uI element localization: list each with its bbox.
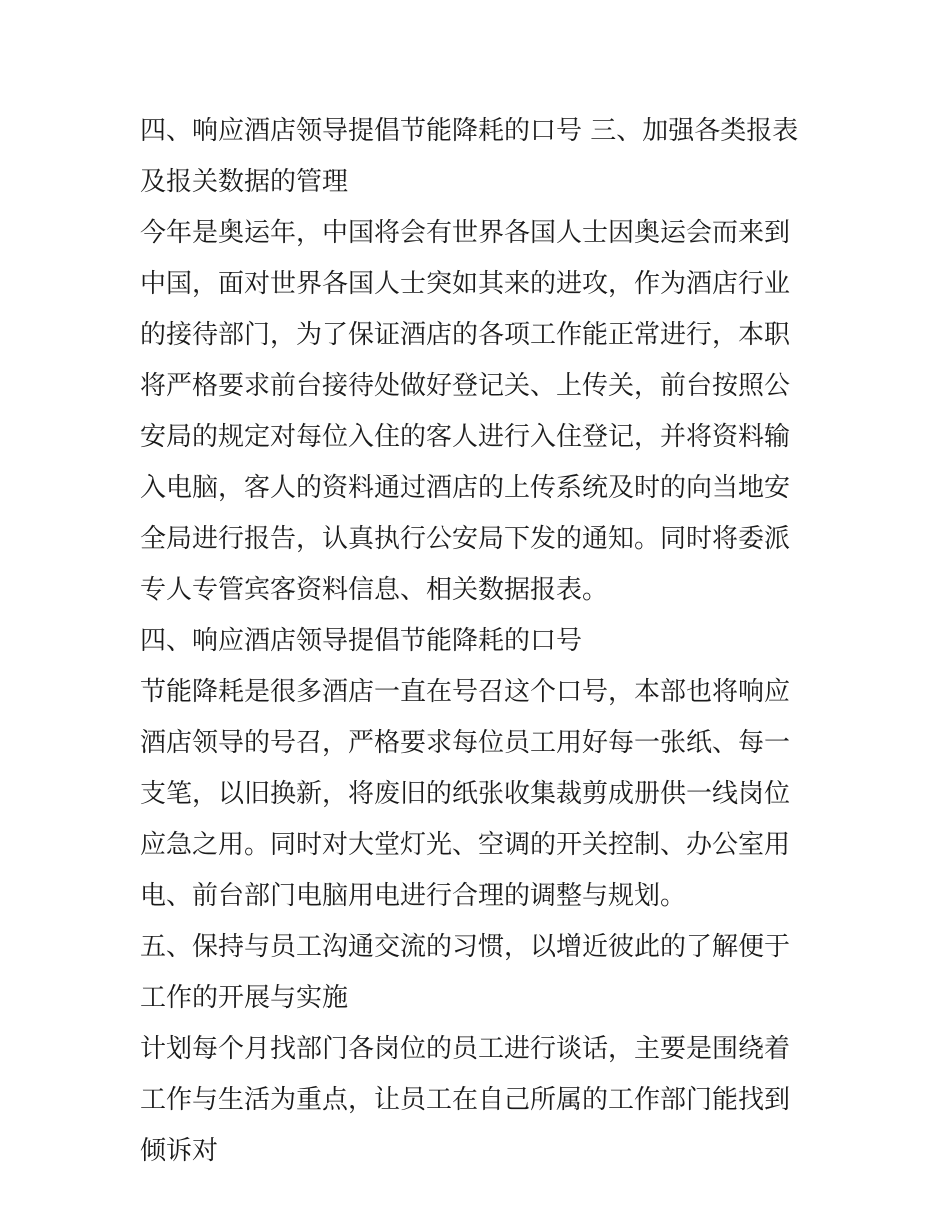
- paragraph-olympics-registration: 今年是奥运年，中国将会有世界各国人士因奥运会而来到中国，面对世界各国人士突如其来的进攻，作为酒店行业的接待部门，为了保证酒店的各项工作能正常进行，本职将严格要求前台接待处做好登记关、上传关，前台按照公安局的规定对每位入住的客人进行入住登记，并将资料输入电脑，客人的资料通过酒店的上传系统及时的向当地安全局进行报告，认真执行公安局下发的通知。同时将委派专人专管宾客资料信息、相关数据报表。: [140, 218, 791, 605]
- document-body: [140, 106, 812, 1177]
- heading-energy-saving: 四、响应酒店领导提倡节能降耗的口号: [140, 626, 583, 656]
- heading-energy-saving-and-reports: 四、响应酒店领导提倡节能降耗的口号 三、加强各类报表及报关数据的管理: [140, 116, 799, 197]
- heading-staff-communication: 五、保持与员工沟通交流的习惯，以增近彼此的了解便于工作的开展与实施: [140, 932, 791, 1013]
- paragraph-energy-saving: 节能降耗是很多酒店一直在号召这个口号，本部也将响应酒店领导的号召，严格要求每位员工用好每一张纸、每一支笔，以旧换新，将废旧的纸张收集裁剪成册供一线岗位应急之用。同时对大堂灯光、空调的开关控制、办公室用电、前台部门电脑用电进行合理的调整与规划。: [140, 677, 791, 911]
- paragraph-staff-communication: 计划每个月找部门各岗位的员工进行谈话，主要是围绕着工作与生活为重点，让员工在自己所属的工作部门能找到倾诉对: [140, 1034, 791, 1166]
